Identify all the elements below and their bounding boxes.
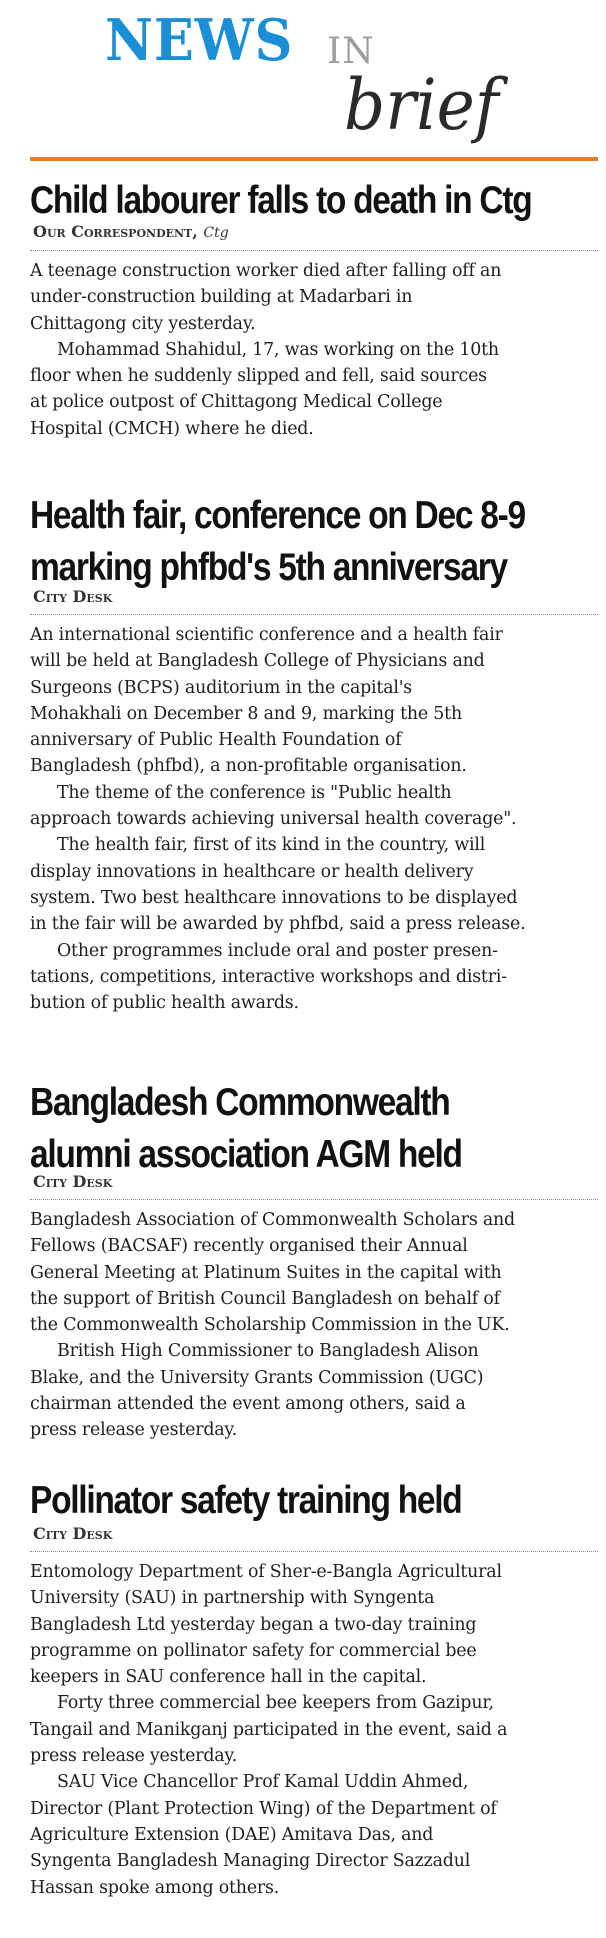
article-body (30, 1559, 598, 1901)
body-line: in the fair will be awarded by phfbd, said a press release. (30, 914, 526, 935)
divider (30, 250, 598, 251)
body-line: The theme of the conference is "Public health (57, 782, 452, 803)
body-line: bution of public health awards. (30, 993, 299, 1014)
byline-location: Ctg (203, 225, 229, 241)
body-line: at police outpost of Chittagong Medical College (30, 392, 443, 413)
body-line: Blake, and the University Grants Commission (UGC) (30, 1367, 484, 1388)
article-headline (30, 175, 532, 227)
divider (30, 1199, 598, 1200)
byline-author: City Desk (33, 587, 113, 606)
body-line: University (SAU) in partnership with Syngenta (30, 1588, 435, 1609)
headline-line: Pollinator safety training held (30, 1479, 462, 1522)
divider (30, 614, 598, 615)
byline-author: Our Correspondent, (33, 222, 198, 241)
body-line: anniversary of Public Health Foundation of (30, 730, 402, 751)
body-line: Other programmes include oral and poster presen- (57, 940, 498, 961)
headline-line: alumni association AGM held (30, 1133, 462, 1176)
body-line: floor when he suddenly slipped and fell, said sources (30, 366, 487, 387)
body-line: will be held at Bangladesh College of Physicians and (30, 651, 485, 672)
article-body (30, 622, 598, 1016)
article-child-labourer (30, 175, 598, 442)
byline-author: City Desk (33, 1172, 113, 1191)
article-body (30, 258, 598, 442)
body-line: the Commonwealth Scholarship Commission in the UK. (30, 1315, 510, 1336)
body-line: approach towards achieving universal health coverage". (30, 809, 517, 830)
body-line: An international scientific conference and a health fair (30, 625, 503, 645)
article-headline (30, 490, 525, 594)
body-line: Fellows (BACSAF) recently organised their Annual (30, 1236, 468, 1257)
headline-line: Bangladesh Commonwealth (30, 1081, 450, 1124)
body-line: British High Commissioner to Bangladesh Alison (57, 1341, 479, 1362)
body-line: the support of British Council Bangladesh on behalf of (30, 1288, 500, 1309)
body-line: Bangladesh Ltd yesterday began a two-day training (30, 1614, 477, 1635)
body-line: Entomology Department of Sher-e-Bangla Agricultural (30, 1562, 502, 1582)
body-line: General Meeting at Platinum Suites in the capital with (30, 1262, 502, 1283)
body-line: A teenage construction worker died after falling off an (30, 261, 502, 281)
body-line: Tangail and Manikganj participated in the event, said a (30, 1719, 508, 1740)
byline (33, 1525, 598, 1543)
body-line: SAU Vice Chancellor Prof Kamal Uddin Ahmed, (57, 1772, 469, 1793)
headline-line: Health fair, conference on Dec 8-9 (30, 494, 525, 537)
article-body (30, 1207, 598, 1444)
body-line: The health fair, first of its kind in the country, will (57, 835, 486, 856)
body-line: Surgeons (BCPS) auditorium in the capital's (30, 677, 413, 698)
body-line: tations, competitions, interactive workshops and distri- (30, 966, 507, 987)
body-line: programme on pollinator safety for commercial bee (30, 1640, 477, 1661)
masthead (0, 0, 606, 170)
body-line: Chittagong city yesterday. (30, 313, 256, 334)
body-line: Bangladesh (phfbd), a non-profitable organisation. (30, 756, 467, 777)
article-headline (30, 1077, 518, 1181)
divider (30, 1551, 598, 1552)
body-line: chairman attended the event among others, said a (30, 1394, 466, 1415)
body-line: Director (Plant Protection Wing) of the Department of (30, 1798, 497, 1819)
body-line: Agriculture Extension (DAE) Amitava Das, and (30, 1824, 434, 1845)
body-line: Hospital (CMCH) where he died. (30, 418, 314, 439)
headline-line: marking phfbd's 5th anniversary (30, 546, 507, 589)
masthead-rule (30, 157, 598, 161)
article-health-fair (30, 490, 598, 1016)
body-line: Mohammad Shahidul, 17, was working on the 10th (57, 339, 499, 360)
headline-line: Child labourer falls to death in Ctg (30, 179, 532, 222)
masthead-news: NEWS (105, 7, 294, 74)
body-line: Syngenta Bangladesh Managing Director Sazzadul (30, 1851, 471, 1872)
body-line: Bangladesh Association of Commonwealth Scholars and (30, 1210, 515, 1230)
body-line: under-construction building at Madarbari in (30, 287, 413, 308)
body-line: system. Two best healthcare innovations to be displayed (30, 887, 518, 908)
body-line: press release yesterday. (30, 1420, 238, 1441)
body-line: press release yesterday. (30, 1746, 238, 1767)
byline-author: City Desk (33, 1524, 113, 1543)
article-headline (30, 1475, 518, 1527)
body-line: keepers in SAU conference hall in the capital. (30, 1667, 427, 1688)
article-pollinator-training (30, 1475, 598, 1901)
masthead-in: IN (327, 31, 375, 72)
body-line: Forty three commercial bee keepers from Gazipur, (57, 1693, 494, 1714)
body-line: Hassan spoke among others. (30, 1877, 280, 1898)
body-line: display innovations in healthcare or health delivery (30, 861, 474, 882)
body-line: Mohakhali on December 8 and 9, marking the 5th (30, 703, 462, 724)
article-commonwealth-agm (30, 1077, 598, 1444)
masthead-brief: brief (344, 64, 499, 146)
